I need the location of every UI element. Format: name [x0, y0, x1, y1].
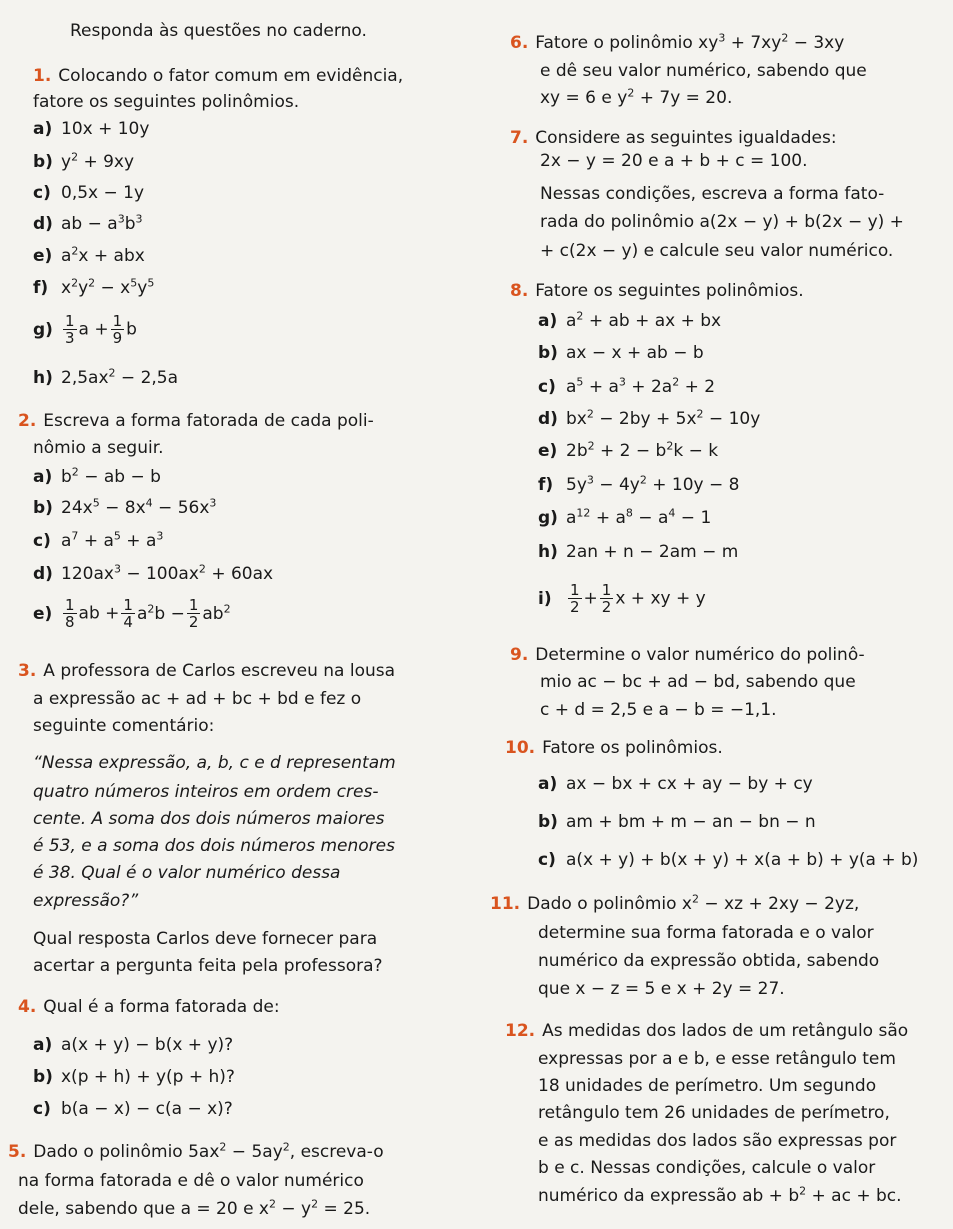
q2-item: e) $\frac{1}{8}$ ab + $\frac{1}{4}$ $a^2b$ − $\frac{1}{2}$ $ab^2$: [33, 596, 231, 631]
q8-item: d) $bx^2 - 2by + 5x^2 - 10y$: [538, 407, 761, 429]
q1-item: a) 10x + 10y: [33, 119, 150, 139]
question-6: 6. Fatore o polinômio $xy^3 + 7xy^2 - 3xy$: [510, 31, 845, 53]
question-3-line: é 38. Qual é o valor numérico dessa: [33, 863, 341, 883]
question-6-line: e dê seu valor numérico, sabendo que: [540, 61, 867, 81]
q1-item: g) $\frac{1}{3}$ a + $\frac{1}{9}$ b: [33, 312, 137, 347]
question-3-line: Qual resposta Carlos deve fornecer para: [33, 929, 378, 949]
q8-item: b) ax − x + ab − b: [538, 343, 704, 363]
question-3-line: acertar a pergunta feita pela professora?: [33, 956, 383, 976]
q1-item: h) $2,5ax^2 - 2,5a$: [33, 366, 179, 388]
question-11-line: que x − z = 5 e x + 2y = 27.: [538, 979, 785, 999]
question-11-line: numérico da expressão obtida, sabendo: [538, 951, 880, 971]
q10-item: c) a(x + y) + b(x + y) + x(a + b) + y(a + b): [538, 850, 919, 870]
question-7-line: + c(2x − y) e calcule seu valor numérico.: [540, 241, 894, 261]
question-3-line: “Nessa expressão, a, b, c e d representam: [33, 753, 396, 773]
question-1: [33, 65, 403, 87]
q2-item: d) $120ax^3 - 100ax^2 + 60ax$: [33, 562, 274, 584]
question-1-text: Colocando o fator comum em evidência,: [58, 66, 404, 86]
q2-item: c) $a^7 + a^5 + a^3$: [33, 529, 164, 551]
question-12-line: retângulo tem 26 unidades de perímetro,: [538, 1103, 890, 1123]
question-12: 12. As medidas dos lados de um retângulo são: [505, 1021, 909, 1041]
q2-item: a) $b^2$ − ab − b: [33, 465, 161, 487]
q8-item: i) $\frac{1}{2}$ + $\frac{1}{2}$ x + xy + y: [538, 581, 706, 616]
question-5-line: na forma fatorada e dê o valor numérico: [18, 1171, 364, 1191]
question-5: 5. Dado o polinômio $5ax^2 - 5ay^2$, escreva-o: [8, 1140, 384, 1162]
question-11-line: determine sua forma fatorada e o valor: [538, 923, 874, 943]
q4-item: c) b(a − x) − c(a − x)?: [33, 1099, 233, 1119]
question-3: 3. A professora de Carlos escreveu na lousa: [18, 661, 396, 681]
q1-item: f) $x^2y^2 - x^5y^5$: [33, 276, 155, 298]
q8-item: f) $5y^3 - 4y^2 + 10y - 8$: [538, 473, 740, 495]
question-1-number: 1.: [33, 66, 52, 86]
q8-item: h) 2an + n − 2am − m: [538, 542, 739, 562]
question-4: 4. Qual é a forma fatorada de:: [18, 997, 280, 1017]
question-8: 8. Fatore os seguintes polinômios.: [510, 281, 804, 301]
question-11: 11. Dado o polinômio $x^2$ − xz + 2xy − 2yz,: [490, 892, 860, 914]
q8-item: g) $a^{12} + a^8 - a^4 - 1$: [538, 506, 712, 528]
question-3-line: é 53, e a soma dos dois números menores: [33, 836, 395, 856]
question-9: 9. Determine o valor numérico do polinô-: [510, 645, 865, 665]
question-7-line: Nessas condições, escreva a forma fato-: [540, 184, 885, 204]
q8-item: a) $a^2$ + ab + ax + bx: [538, 309, 722, 331]
question-12-line: 18 unidades de perímetro. Um segundo: [538, 1076, 877, 1096]
question-3-line: cente. A soma dos dois números maiores: [33, 809, 385, 829]
q10-item: b) am + bm + m − an − bn − n: [538, 812, 816, 832]
question-9-line: mio ac − bc + ad − bd, sabendo que: [540, 672, 856, 692]
question-7: 7. Considere as seguintes igualdades:: [510, 128, 837, 148]
question-3-line: expressão?”: [33, 891, 139, 911]
question-3-line: seguinte comentário:: [33, 716, 215, 736]
q2-item: b) $24x^5 - 8x^4 - 56x^3$: [33, 496, 217, 518]
question-6-line: xy = 6 e $y^2 + 7y = 20$.: [540, 86, 733, 108]
q1-item: b) $y^2 + 9xy$: [33, 150, 135, 172]
question-12-line: b e c. Nessas condições, calcule o valor: [538, 1158, 876, 1178]
question-10: 10. Fatore os polinômios.: [505, 738, 723, 758]
question-1-text-2: fatore os seguintes polinômios.: [33, 92, 300, 112]
page-header: Responda às questões no caderno.: [70, 21, 367, 41]
question-12-line: e as medidas dos lados são expressas por: [538, 1131, 897, 1151]
q10-item: a) ax − bx + cx + ay − by + cy: [538, 774, 813, 794]
question-12-line: numérico da expressão ab + $b^2$ + ac + bc.: [538, 1184, 902, 1206]
question-3-line: quatro números inteiros em ordem cres-: [33, 782, 379, 802]
q1-item: c) 0,5x − 1y: [33, 183, 145, 203]
q8-item: c) $a^5 + a^3 + 2a^2 + 2$: [538, 375, 716, 397]
q8-item: e) $2b^2 + 2 - b^2k - k$: [538, 439, 719, 461]
q1-item: d) ab − $a^3b^3$: [33, 212, 143, 234]
question-2-text-2: nômio a seguir.: [33, 438, 164, 458]
question-7-line: rada do polinômio a(2x − y) + b(2x − y) +: [540, 212, 904, 232]
q1-item: e) $a^2x$ + abx: [33, 244, 145, 266]
q4-item: b) x(p + h) + y(p + h)?: [33, 1067, 235, 1087]
question-5-line: dele, sabendo que a = 20 e $x^2 - y^2 = 25$.: [18, 1197, 371, 1219]
question-9-line: c + d = 2,5 e a − b = −1,1.: [540, 700, 777, 720]
question-3-line: a expressão ac + ad + bc + bd e fez o: [33, 689, 362, 709]
q4-item: a) a(x + y) − b(x + y)?: [33, 1035, 234, 1055]
question-2: 2. Escreva a forma fatorada de cada poli-: [18, 411, 374, 431]
question-7-line: 2x − y = 20 e a + b + c = 100.: [540, 151, 808, 171]
question-12-line: expressas por a e b, e esse retângulo tem: [538, 1049, 896, 1069]
